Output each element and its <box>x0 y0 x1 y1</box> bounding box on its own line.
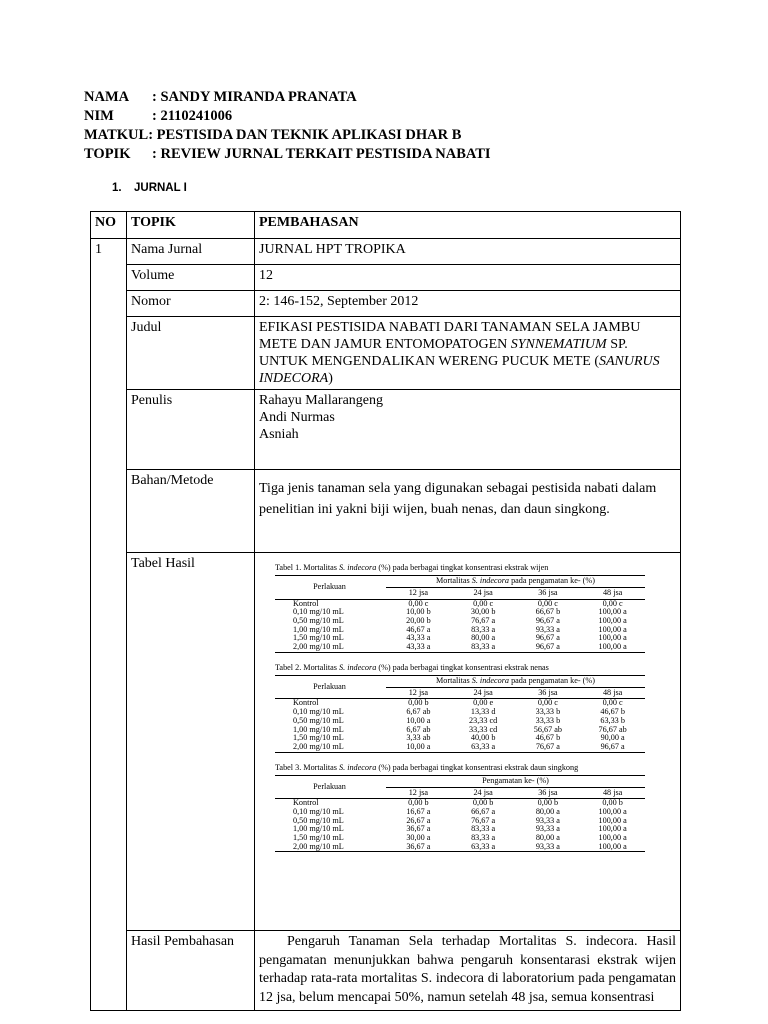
treatment-header: Perlakuan <box>275 676 386 699</box>
mortality-value: 100,00 a <box>580 643 645 652</box>
time-header: 24 jsa <box>451 787 516 799</box>
mortality-value: 80,00 a <box>535 833 560 843</box>
mortality-value: 33,33 b <box>535 707 561 717</box>
row-label: Tabel Hasil <box>127 553 255 931</box>
group-species: S. indecora <box>471 676 510 686</box>
header-label: NAMA <box>84 89 130 105</box>
mortality-value: 83,33 a <box>451 643 516 652</box>
result-row <box>275 843 645 852</box>
section-title: JURNAL I <box>134 182 187 194</box>
treatment-cell: 0,10 mg/10 mL <box>293 806 344 816</box>
journal-name: JURNAL HPT TROPIKA <box>255 239 681 265</box>
mortality-value: 93,33 a <box>535 824 560 834</box>
caption-species: S. indecora <box>339 563 377 572</box>
row-number: 1 <box>91 239 127 1011</box>
mortality-value: 3,33 ab <box>406 733 431 743</box>
result-data-table <box>275 675 645 753</box>
mortality-value: 100,00 a <box>598 624 627 634</box>
header-sep: : <box>152 89 161 105</box>
mortality-value: 100,00 a <box>598 815 627 825</box>
treatment-cell: 0,50 mg/10 mL <box>293 616 344 626</box>
mortality-value: 6,67 ab <box>406 707 431 717</box>
review-table <box>90 211 681 1011</box>
treatment-header: Perlakuan <box>275 775 386 798</box>
row-label: Volume <box>127 265 255 291</box>
mortality-value: 10,00 a <box>406 715 431 725</box>
mortality-value: 20,00 b <box>406 616 431 626</box>
mortality-value: 0,00 e <box>473 698 494 708</box>
judul-text: ) <box>328 371 333 386</box>
treatment-cell: 0,10 mg/10 mL <box>293 707 344 717</box>
group-text: Pengamatan ke- (%) <box>482 775 549 785</box>
mortality-value: 26,67 a <box>406 815 431 825</box>
header-no: NO <box>91 212 127 239</box>
mortality-value: 0,00 b <box>408 698 429 708</box>
result-table-2 <box>275 663 645 753</box>
header-sep: : <box>152 146 161 162</box>
result-header-row <box>275 676 645 688</box>
treatment-cell: 0,50 mg/10 mL <box>293 815 344 825</box>
mortality-value: 36,67 a <box>406 824 431 834</box>
time-header: 24 jsa <box>451 687 516 699</box>
mortality-value: 46,67 b <box>600 707 625 717</box>
treatment-cell: 1,50 mg/10 mL <box>293 733 344 743</box>
header-row-matkul <box>84 126 491 145</box>
mortality-value: 80,00 a <box>535 806 560 816</box>
group-text: Mortalitas <box>436 676 472 686</box>
author-name: Asniah <box>259 427 299 442</box>
mortality-value: 56,67 ab <box>533 724 562 734</box>
mortality-value: 93,33 a <box>535 624 560 634</box>
row-label: Bahan/Metode <box>127 470 255 553</box>
time-header: 36 jsa <box>516 687 581 699</box>
header-label: TOPIK <box>84 146 131 162</box>
time-header: 48 jsa <box>580 787 645 799</box>
row-label: Judul <box>127 317 255 390</box>
observation-group-header <box>386 775 645 787</box>
mortality-value: 10,00 a <box>386 743 451 752</box>
treatment-cell: 1,50 mg/10 mL <box>293 833 344 843</box>
bahan-text: Tiga jenis tanaman sela yang digunakan sebagai pestisida nabati dalam penelitian ini yakni biji wijen, buah nenas, dan daun singkong. <box>259 481 657 517</box>
mortality-value: 30,00 b <box>470 607 496 617</box>
mortality-value: 30,00 a <box>406 833 431 843</box>
result-table-caption <box>275 663 645 672</box>
mortality-value: 93,33 a <box>516 843 581 852</box>
mortality-value: 66,67 b <box>535 607 561 617</box>
treatment-cell: 2,00 mg/10 mL <box>275 843 386 852</box>
treatment-cell: Kontrol <box>293 698 319 708</box>
caption-text: (%) pada berbagai tingkat konsentrasi ekstrak daun singkong <box>376 762 579 772</box>
mortality-value: 46,67 a <box>406 624 431 634</box>
mortality-value: 100,00 a <box>598 833 627 843</box>
judul-value <box>255 317 681 390</box>
result-table-1 <box>275 563 645 653</box>
nomor-value: 2: 146-152, September 2012 <box>255 291 681 317</box>
mortality-value: 23,33 cd <box>469 715 498 725</box>
caption-text: (%) pada berbagai tingkat konsentrasi ekstrak wijen <box>376 563 549 572</box>
result-table-caption <box>275 563 645 572</box>
time-header: 12 jsa <box>386 787 451 799</box>
table-row <box>91 239 681 265</box>
time-header: 24 jsa <box>451 587 516 599</box>
student-header <box>84 88 491 164</box>
result-table-caption <box>275 763 645 772</box>
header-label: NIM <box>84 108 114 124</box>
result-tables <box>255 563 680 852</box>
result-row <box>275 643 645 652</box>
mortality-value: 0,00 c <box>602 598 623 608</box>
mortality-value: 100,00 a <box>598 607 627 617</box>
judul-text: EFIKASI PESTISIDA NABATI DARI TANAMAN SELA JAMBU METE DAN JAMUR ENTOMOPATOGEN <box>259 320 641 352</box>
treatment-cell: 1,00 mg/10 mL <box>293 824 344 834</box>
mortality-value: 96,67 a <box>516 643 581 652</box>
group-species: S. indecora <box>471 576 510 586</box>
mortality-value: 0,00 c <box>602 698 623 708</box>
mortality-value: 100,00 a <box>598 633 627 643</box>
treatment-cell: 1,00 mg/10 mL <box>293 624 344 634</box>
caption-text: Tabel 2. Mortalitas <box>275 662 339 672</box>
table-row <box>91 390 681 470</box>
table-row <box>91 553 681 931</box>
group-text: pada pengamatan ke- (%) <box>509 576 595 586</box>
mortality-value: 90,00 a <box>600 733 625 743</box>
mortality-value: 96,67 a <box>580 743 645 752</box>
result-data-table <box>275 575 645 653</box>
treatment-cell: 0,50 mg/10 mL <box>293 715 344 725</box>
treatment-cell: Kontrol <box>293 798 319 808</box>
time-header: 48 jsa <box>580 587 645 599</box>
mortality-value: 43,33 a <box>386 643 451 652</box>
treatment-cell: 1,00 mg/10 mL <box>293 724 344 734</box>
header-row-nim <box>84 107 491 126</box>
mortality-value: 76,67 a <box>471 616 496 626</box>
mortality-value: 83,33 a <box>471 624 496 634</box>
time-header: 48 jsa <box>580 687 645 699</box>
result-row <box>275 743 645 752</box>
header-sep: : <box>148 127 157 143</box>
group-text: Mortalitas <box>436 576 472 586</box>
judul-italic-species: SANURUS INDECORA <box>259 354 660 386</box>
mortality-value: 63,33 a <box>451 843 516 852</box>
bahan-value <box>255 470 681 553</box>
header-value: REVIEW JURNAL TERKAIT PESTISIDA NABATI <box>160 146 491 162</box>
table-row <box>91 931 681 1011</box>
mortality-value: 16,67 a <box>406 806 431 816</box>
treatment-cell: 0,10 mg/10 mL <box>293 607 344 617</box>
mortality-value: 0,00 c <box>537 698 558 708</box>
mortality-value: 93,33 a <box>535 815 560 825</box>
time-header: 12 jsa <box>386 587 451 599</box>
result-data-table <box>275 775 645 853</box>
row-label: Nomor <box>127 291 255 317</box>
header-sep: : <box>152 108 161 124</box>
author-name: Rahayu Mallarangeng <box>259 393 384 408</box>
header-value: SANDY MIRANDA PRANATA <box>160 89 357 105</box>
table-row <box>91 265 681 291</box>
section-number: 1. <box>112 182 122 194</box>
mortality-value: 76,67 a <box>516 743 581 752</box>
table-row <box>91 291 681 317</box>
mortality-value: 100,00 a <box>598 806 627 816</box>
treatment-cell: Kontrol <box>293 598 319 608</box>
mortality-value: 0,00 b <box>537 798 559 808</box>
mortality-value: 100,00 a <box>580 843 645 852</box>
volume-value: 12 <box>255 265 681 291</box>
table-row <box>91 317 681 390</box>
treatment-cell: 2,00 mg/10 mL <box>275 643 386 652</box>
treatment-cell: 2,00 mg/10 mL <box>275 743 386 752</box>
mortality-value: 0,00 c <box>537 598 558 608</box>
header-topik: TOPIK <box>127 212 255 239</box>
result-tables-cell <box>255 553 681 931</box>
time-header: 12 jsa <box>386 687 451 699</box>
caption-species: S. indecora <box>339 762 377 772</box>
row-label: Penulis <box>127 390 255 470</box>
treatment-cell: 1,50 mg/10 mL <box>293 633 344 643</box>
treatment-header: Perlakuan <box>275 576 386 599</box>
result-header-row <box>275 775 645 787</box>
mortality-value: 46,67 b <box>535 733 561 743</box>
mortality-value: 33,33 cd <box>469 724 498 734</box>
header-label: MATKUL <box>84 127 149 143</box>
mortality-value: 0,00 b <box>472 798 494 808</box>
mortality-value: 0,00 b <box>408 798 429 808</box>
mortality-value: 76,67 a <box>471 815 496 825</box>
section-heading <box>112 182 187 194</box>
mortality-value: 63,33 a <box>451 743 516 752</box>
mortality-value: 83,33 a <box>471 824 496 834</box>
header-row-nama <box>84 88 491 107</box>
authors <box>255 390 681 470</box>
hasil-value: Pengaruh Tanaman Sela terhadap Mortalitas S. indecora. Hasil pengamatan menunjukkan bahwa pengaruh konsentarasi ekstrak wijen terhadap rata-rata mortalitas S. indecora di laboratorium pada pengamatan 12 jsa, belum mencapai 50%, namun setelah 48 jsa, semua konsentrasi <box>255 931 681 1011</box>
mortality-value: 10,00 b <box>406 607 431 617</box>
mortality-value: 40,00 b <box>470 733 496 743</box>
time-header: 36 jsa <box>516 587 581 599</box>
mortality-value: 80,00 a <box>471 633 496 643</box>
mortality-value: 0,00 c <box>473 598 494 608</box>
caption-text: Tabel 1. Mortalitas <box>275 563 339 572</box>
table-row <box>91 470 681 553</box>
result-table-3 <box>275 763 645 853</box>
mortality-value: 96,67 a <box>535 616 560 626</box>
mortality-value: 33,33 b <box>535 715 561 725</box>
mortality-value: 76,67 ab <box>598 724 627 734</box>
mortality-value: 6,67 ab <box>406 724 431 734</box>
header-row-topik <box>84 145 491 164</box>
mortality-value: 63,33 b <box>600 715 625 725</box>
mortality-value: 83,33 a <box>471 833 496 843</box>
row-label: Nama Jurnal <box>127 239 255 265</box>
author-name: Andi Nurmas <box>259 410 335 425</box>
judul-italic-genus: SYNNEMATIUM <box>510 337 607 352</box>
observation-group-header <box>386 576 645 588</box>
mortality-value: 66,67 a <box>471 806 496 816</box>
time-header: 36 jsa <box>516 787 581 799</box>
row-label: Hasil Pembahasan <box>127 931 255 1011</box>
mortality-value: 36,67 a <box>386 843 451 852</box>
table-header-row <box>91 212 681 239</box>
mortality-value: 43,33 a <box>406 633 431 643</box>
mortality-value: 13,33 d <box>470 707 496 717</box>
header-pembahasan: PEMBAHASAN <box>255 212 681 239</box>
observation-group-header <box>386 676 645 688</box>
mortality-value: 96,67 a <box>535 633 560 643</box>
mortality-value: 0,00 c <box>408 598 429 608</box>
caption-text: (%) pada berbagai tingkat konsentrasi ekstrak nenas <box>376 662 549 672</box>
mortality-value: 100,00 a <box>598 824 627 834</box>
mortality-value: 0,00 b <box>602 798 623 808</box>
caption-text: Tabel 3. Mortalitas <box>275 762 339 772</box>
caption-species: S. indecora <box>339 662 377 672</box>
judul-text: SP. UNTUK MENGENDALIKAN WERENG PUCUK METE ( <box>259 337 628 369</box>
group-text: pada pengamatan ke- (%) <box>509 676 595 686</box>
result-header-row <box>275 576 645 588</box>
mortality-value: 100,00 a <box>598 616 627 626</box>
header-value: PESTISIDA DAN TEKNIK APLIKASI DHAR B <box>156 127 462 143</box>
header-value: 2110241006 <box>160 108 233 124</box>
